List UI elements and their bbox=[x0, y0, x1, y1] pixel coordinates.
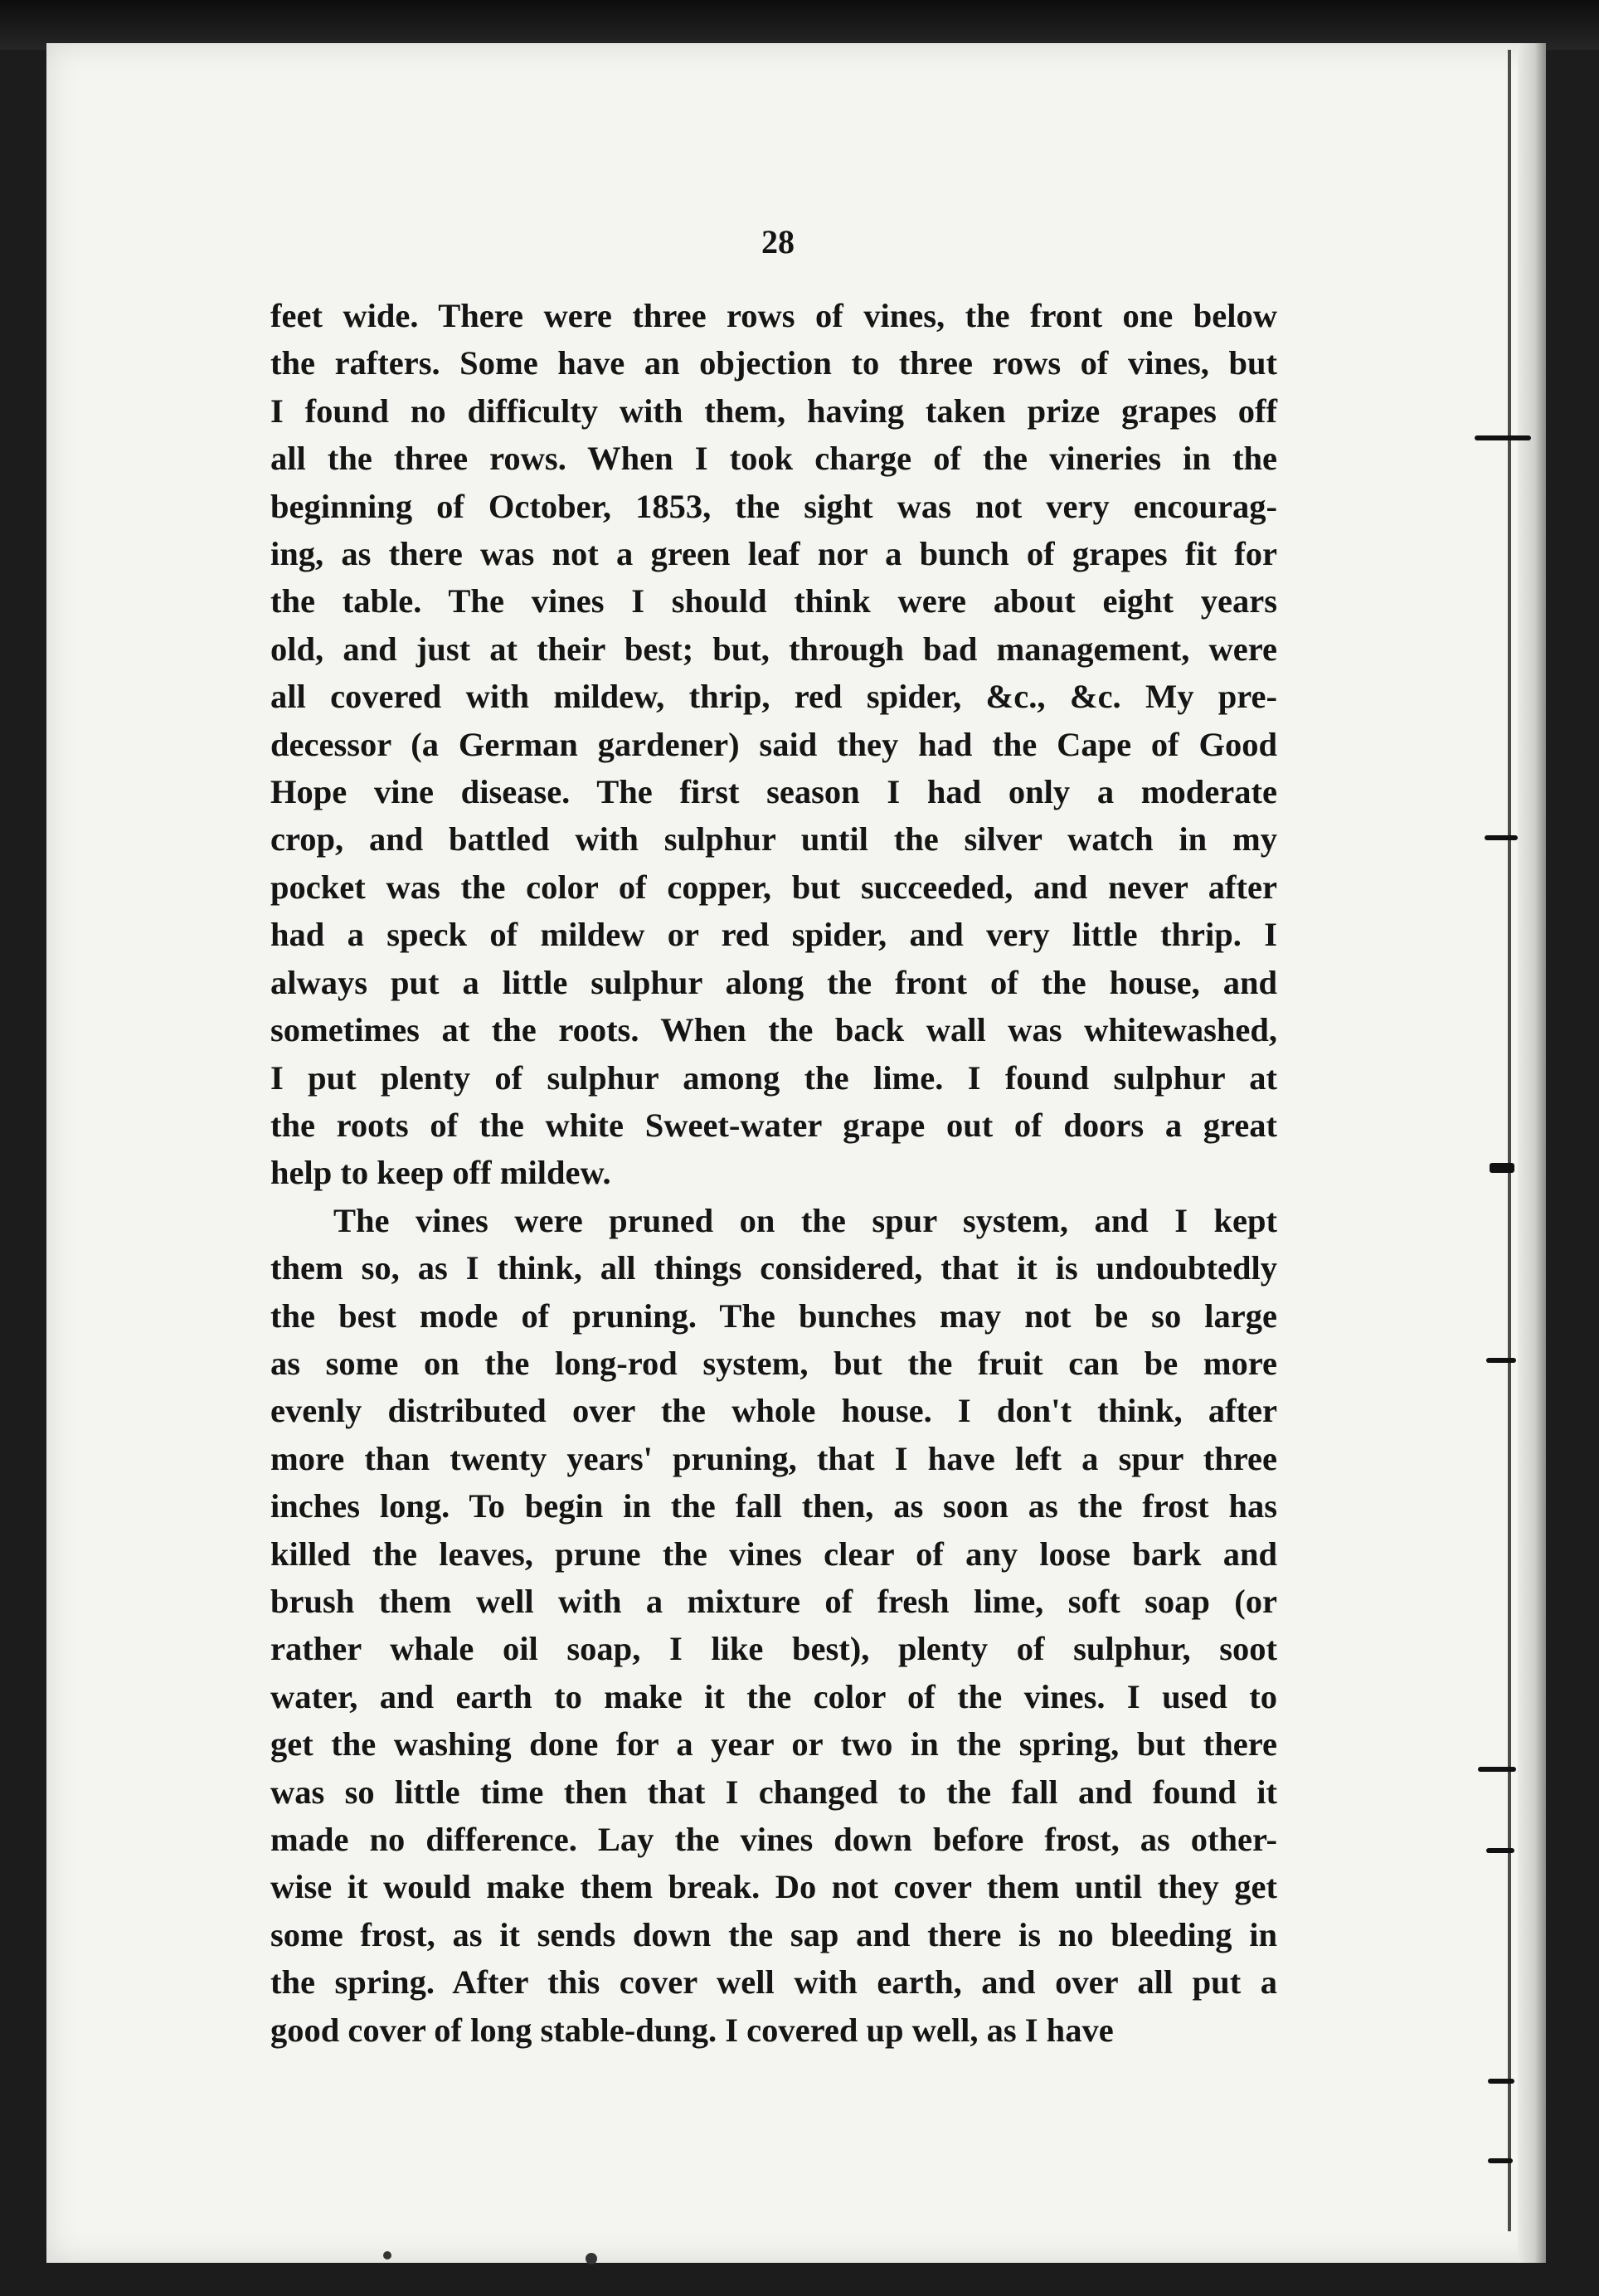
text-line: crop, and battled with sulphur until the silver watch in my bbox=[270, 820, 1277, 859]
binding-mark bbox=[1485, 835, 1518, 840]
text-line: some frost, as it sends down the sap and there is no bleeding in bbox=[270, 1915, 1277, 1953]
page-number: 28 bbox=[761, 223, 795, 260]
binding-mark bbox=[1475, 435, 1531, 440]
text-line: brush them well with a mixture of fresh lime, soft soap (or bbox=[270, 1582, 1277, 1620]
text-line: decessor (a German gardener) said they had the Cape of Good bbox=[270, 725, 1277, 763]
body-text bbox=[270, 292, 1277, 2054]
binding-mark bbox=[1488, 2079, 1514, 2084]
text-line: the best mode of pruning. The bunches may not be so large bbox=[270, 1296, 1277, 1335]
text-line: I found no difficulty with them, having taken prize grapes off bbox=[270, 392, 1277, 430]
binding-mark bbox=[1478, 1767, 1516, 1772]
text-line: rather whale oil soap, I like best), plenty of sulphur, soot bbox=[270, 1630, 1277, 1668]
text-line: sometimes at the roots. When the back wall was whitewashed, bbox=[270, 1011, 1277, 1049]
text-line: pocket was the color of copper, but succeeded, and never after bbox=[270, 868, 1277, 906]
text-line: The vines were pruned on the spur system, and I kept bbox=[333, 1201, 1277, 1239]
text-line: always put a little sulphur along the front of the house, and bbox=[270, 963, 1277, 1001]
text-line: beginning of October, 1853, the sight was not very encourag- bbox=[270, 487, 1277, 525]
scanner-top-band bbox=[0, 0, 1599, 50]
text-line: the roots of the white Sweet-water grape out of doors a great bbox=[270, 1106, 1277, 1144]
binding-mark bbox=[1486, 1358, 1516, 1363]
text-line: all the three rows. When I took charge of the vineries in the bbox=[270, 440, 1277, 478]
text-line: feet wide. There were three rows of vines, the front one below bbox=[270, 297, 1277, 334]
text-line: inches long. To begin in the fall then, as soon as the frost has bbox=[270, 1487, 1277, 1525]
text-line: them so, as I think, all things considered, that it is undoubtedly bbox=[270, 1249, 1277, 1287]
text-line: water, and earth to make it the color of the vines. I used to bbox=[270, 1677, 1277, 1715]
text-line: ing, as there was not a green leaf nor a bunch of grapes fit for bbox=[270, 535, 1277, 573]
binding-mark bbox=[1486, 1848, 1514, 1853]
text-line: as some on the long-rod system, but the fruit can be more bbox=[270, 1344, 1277, 1382]
text-line: made no difference. Lay the vines down before frost, as other- bbox=[270, 1821, 1277, 1858]
text-line: killed the leaves, prune the vines clear of any loose bark and bbox=[270, 1535, 1277, 1573]
page-edge-shadow bbox=[1518, 43, 1546, 2263]
text-line: I put plenty of sulphur among the lime. I found sulphur at bbox=[270, 1058, 1277, 1097]
scan-speck bbox=[383, 2251, 391, 2260]
text-line: evenly distributed over the whole house. I don't think, after bbox=[270, 1392, 1277, 1430]
text-line: the rafters. Some have an objection to three rows of vines, but bbox=[270, 344, 1277, 382]
text-line: was so little time then that I changed to the fall and found it bbox=[270, 1773, 1277, 1811]
text-line: help to keep off mildew. bbox=[270, 1154, 611, 1192]
binding-line bbox=[1508, 50, 1511, 2231]
binding-mark bbox=[1490, 1163, 1514, 1173]
binding-mark bbox=[1488, 2158, 1513, 2163]
text-line: more than twenty years' pruning, that I have left a spur three bbox=[270, 1439, 1277, 1477]
text-line: the table. The vines I should think were about eight years bbox=[270, 582, 1277, 620]
text-line: Hope vine disease. The first season I had only a moderate bbox=[270, 773, 1277, 811]
text-line: wise it would make them break. Do not cover them until they get bbox=[270, 1868, 1277, 1906]
text-line: get the washing done for a year or two in the spring, but there bbox=[270, 1725, 1277, 1763]
text-line: good cover of long stable-dung. I covered up well, as I have bbox=[270, 2011, 1114, 2049]
text-line: old, and just at their best; but, through bad management, were bbox=[270, 630, 1277, 668]
text-line: all covered with mildew, thrip, red spider, &c., &c. My pre- bbox=[270, 678, 1277, 716]
scan-speck bbox=[586, 2253, 597, 2264]
text-line: the spring. After this cover well with earth, and over all put a bbox=[270, 1963, 1277, 2002]
text-line: had a speck of mildew or red spider, and very little thrip. I bbox=[270, 916, 1277, 954]
